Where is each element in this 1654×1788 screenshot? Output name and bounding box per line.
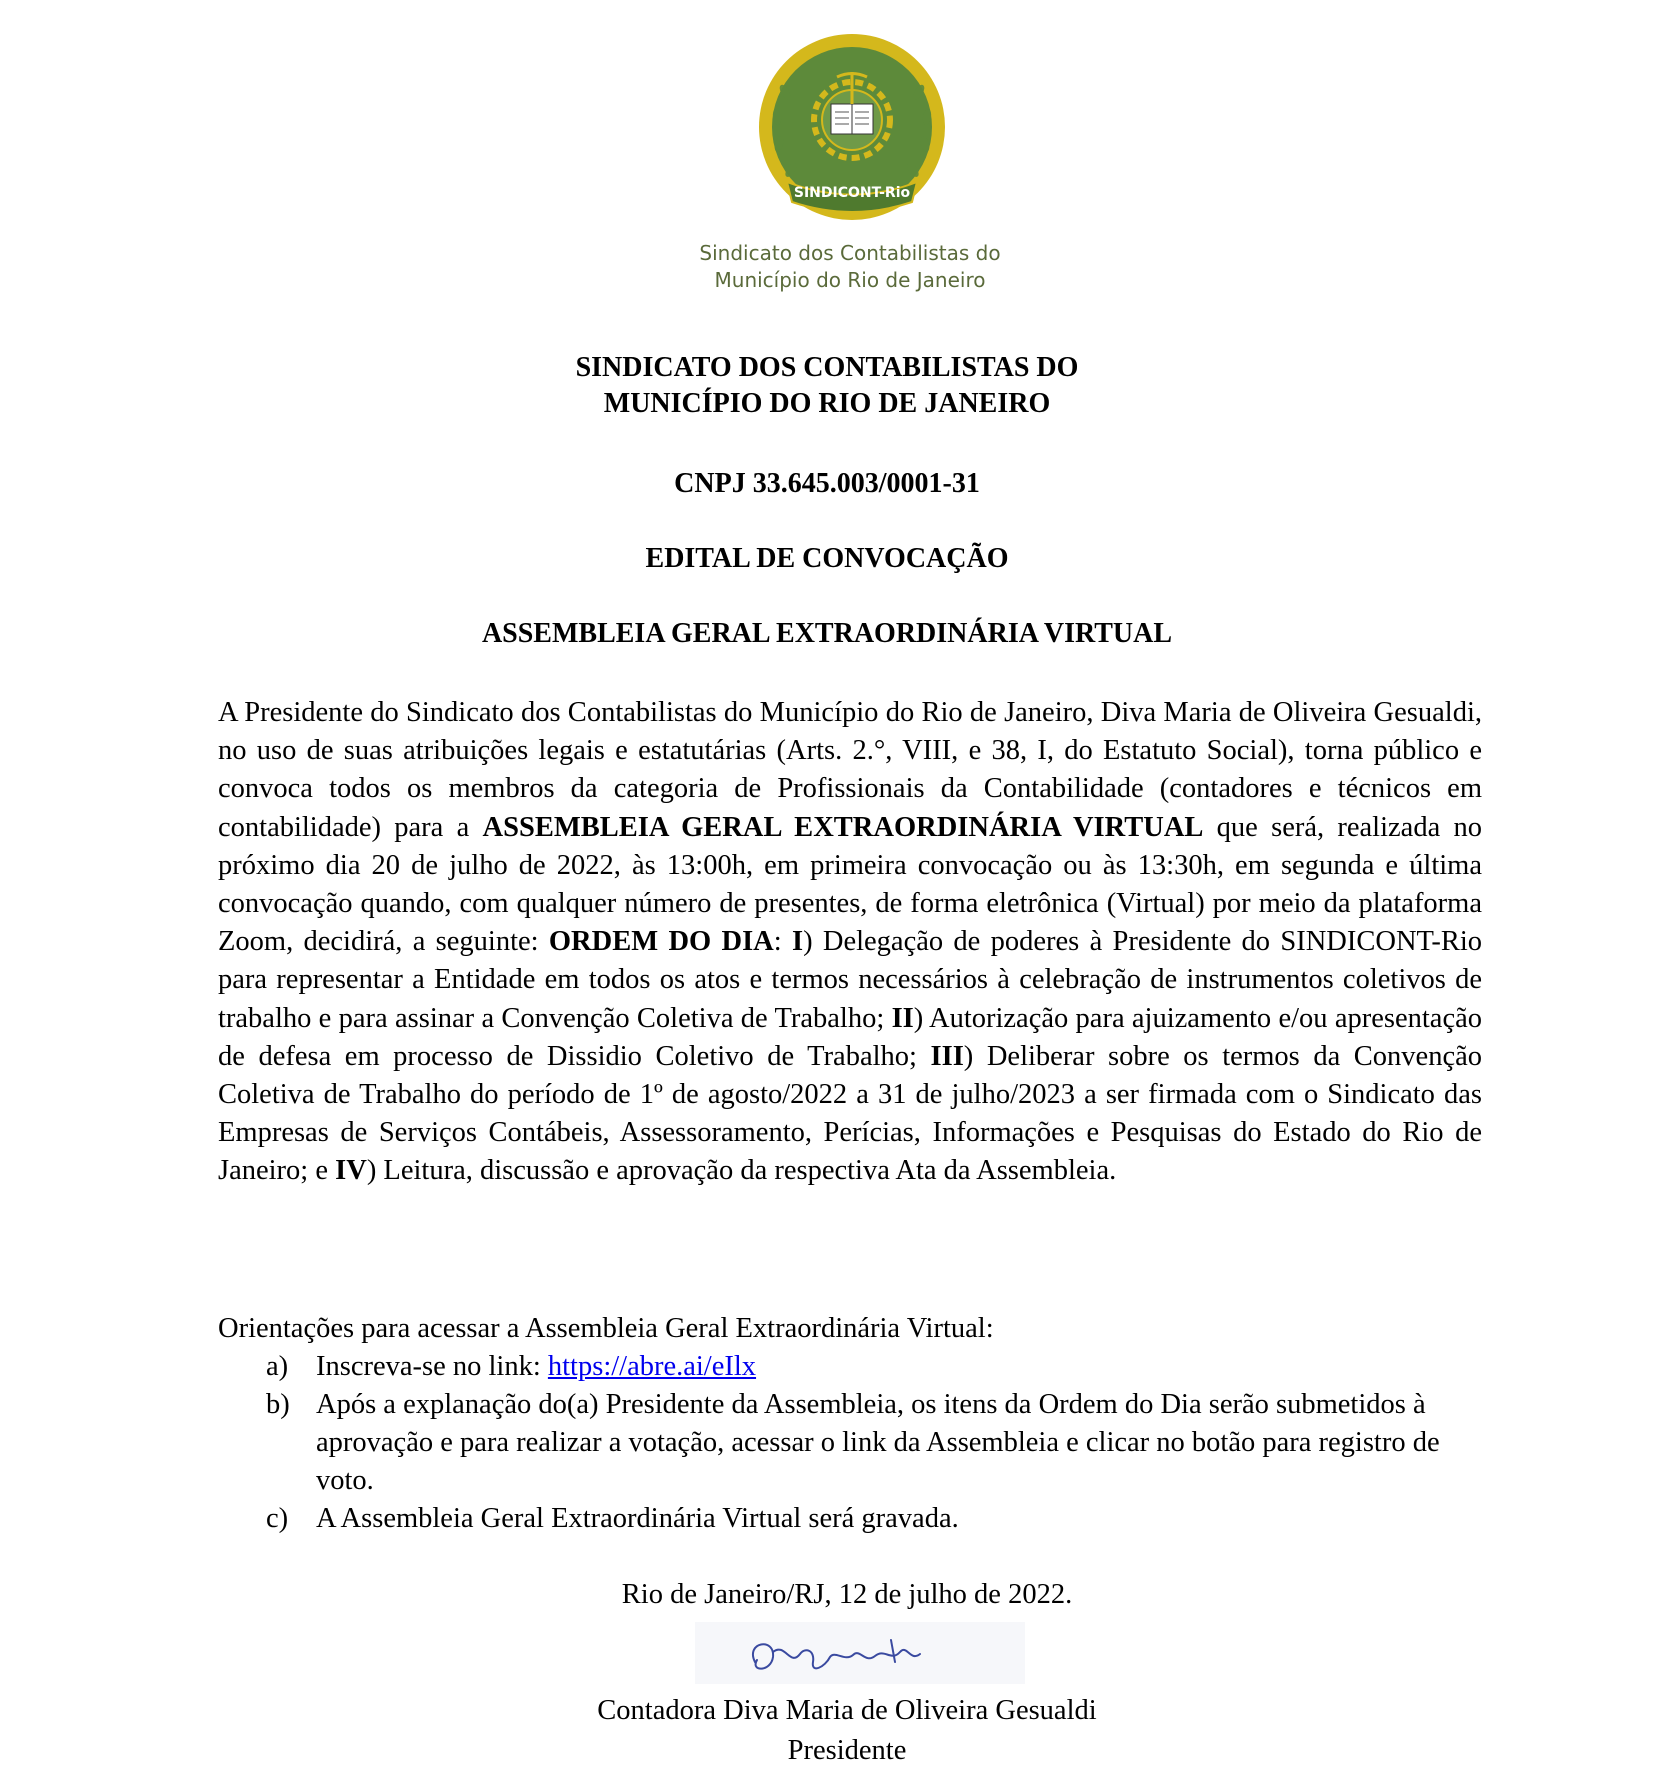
list-item-text: A Assembleia Geral Extraordinária Virtual será gravada. (316, 1503, 959, 1534)
organization-title-line1: SINDICATO DOS CONTABILISTAS DO (575, 352, 1079, 383)
paragraph-bold-item-iv: IV (335, 1155, 367, 1187)
assembleia-heading: ASSEMBLEIA GERAL EXTRAORDINÁRIA VIRTUAL (481, 618, 1173, 649)
list-marker: c) (266, 1503, 289, 1534)
list-item (218, 1386, 1482, 1500)
paragraph-text-1: A Presidente do Sindicato dos Contabilistas do Município do Rio de Janeiro, Diva Maria de Oliveira Gesualdi, no uso de suas atribuições legais e estatutárias (Arts. 2.°, VIII, e 38, I, do Estatuto Social), torna público e convoca todos os membros da categoria de Profissionais da Contabilidade (contadores e técnicos em contabilidade) para a (218, 697, 1482, 843)
list-item-text-a: Inscreva-se no link: (316, 1351, 548, 1382)
paragraph-text-5: ) Autorização para ajuizamento e/ou apresentação de defesa em processo de Dissidio Coletivo de Trabalho; (218, 1002, 1483, 1072)
list-item (218, 1348, 1482, 1386)
organization-title (0, 350, 1654, 422)
logo-caption-line1: Sindicato dos Contabilistas do (699, 241, 1001, 265)
paragraph-text-4: ) Delegação de poderes à Presidente do SINDICONT-Rio para representar a Entidade em todos os atos e termos necessários à celebração de instrumentos coletivos de trabalho e para assinar a Convenção Coletiva de Trabalho; (218, 926, 1482, 1034)
registration-link[interactable]: https://abre.ai/eIlx (547, 1351, 757, 1382)
list-item (218, 1500, 1482, 1538)
paragraph-bold-item-i: I (791, 926, 804, 958)
sindicont-seal-logo (757, 32, 947, 222)
logo-caption-line2: Município do Rio de Janeiro (714, 268, 986, 292)
orientations-title: Orientações para acessar a Assembleia Geral Extraordinária Virtual: (218, 1313, 994, 1344)
cnpj-heading: CNPJ 33.645.003/0001-31 (674, 468, 980, 499)
paragraph-bold-assembleia: ASSEMBLEIA GERAL EXTRAORDINÁRIA VIRTUAL (482, 811, 1204, 843)
paragraph-text-6: ) Deliberar sobre os termos da Convenção Coletiva de Trabalho do período de 1º de agosto/2022 a 31 de julho/2023 a ser firmada com o Sindicato das Empresas de Serviços Contábeis, Assessoramento, Perícias, Informações e Pesquisas do Estado do Rio de Janeiro; e (218, 1040, 1482, 1187)
organization-title-line2: MUNICÍPIO DO RIO DE JANEIRO (603, 388, 1051, 419)
svg-text:SINDICONT-Rio: SINDICONT-Rio (793, 185, 911, 201)
logo-caption (690, 240, 1010, 294)
paragraph-text-3: : (773, 926, 792, 958)
paragraph-bold-item-iii: III (930, 1040, 964, 1072)
list-item-text: Após a explanação do(a) Presidente da Assembleia, os itens da Ordem do Dia serão submetidos à aprovação e para realizar a votação, acessar o link da Assembleia e clicar no botão para registro de voto. (316, 1389, 1440, 1496)
handwritten-signature (695, 1622, 1025, 1684)
signer-name: Contadora Diva Maria de Oliveira Gesualdi (597, 1695, 1097, 1726)
paragraph-text-7: ) Leitura, discussão e aprovação da respectiva Ata da Assembleia. (366, 1155, 1117, 1187)
paragraph-text-2: que será, realizada no próximo dia 20 de julho de 2022, às 13:00h, em primeira convocação ou às 13:30h, em segunda e última convocação quando, com qualquer número de presentes, de forma eletrônica (Virtual) por meio da plataforma Zoom, decidirá, a seguinte: (218, 811, 1482, 958)
list-marker: b) (266, 1389, 290, 1420)
convocation-paragraph (218, 694, 1482, 1191)
orientations-list (218, 1348, 1482, 1538)
list-marker: a) (266, 1351, 289, 1382)
place-and-date: Rio de Janeiro/RJ, 12 de julho de 2022. (621, 1579, 1073, 1610)
signer-role: Presidente (787, 1735, 907, 1766)
list-item-text (316, 1348, 1482, 1386)
edital-heading: EDITAL DE CONVOCAÇÃO (645, 543, 1009, 574)
paragraph-bold-item-ii: II (891, 1002, 914, 1034)
paragraph-bold-ordem-do-dia: ORDEM DO DIA (548, 926, 774, 958)
